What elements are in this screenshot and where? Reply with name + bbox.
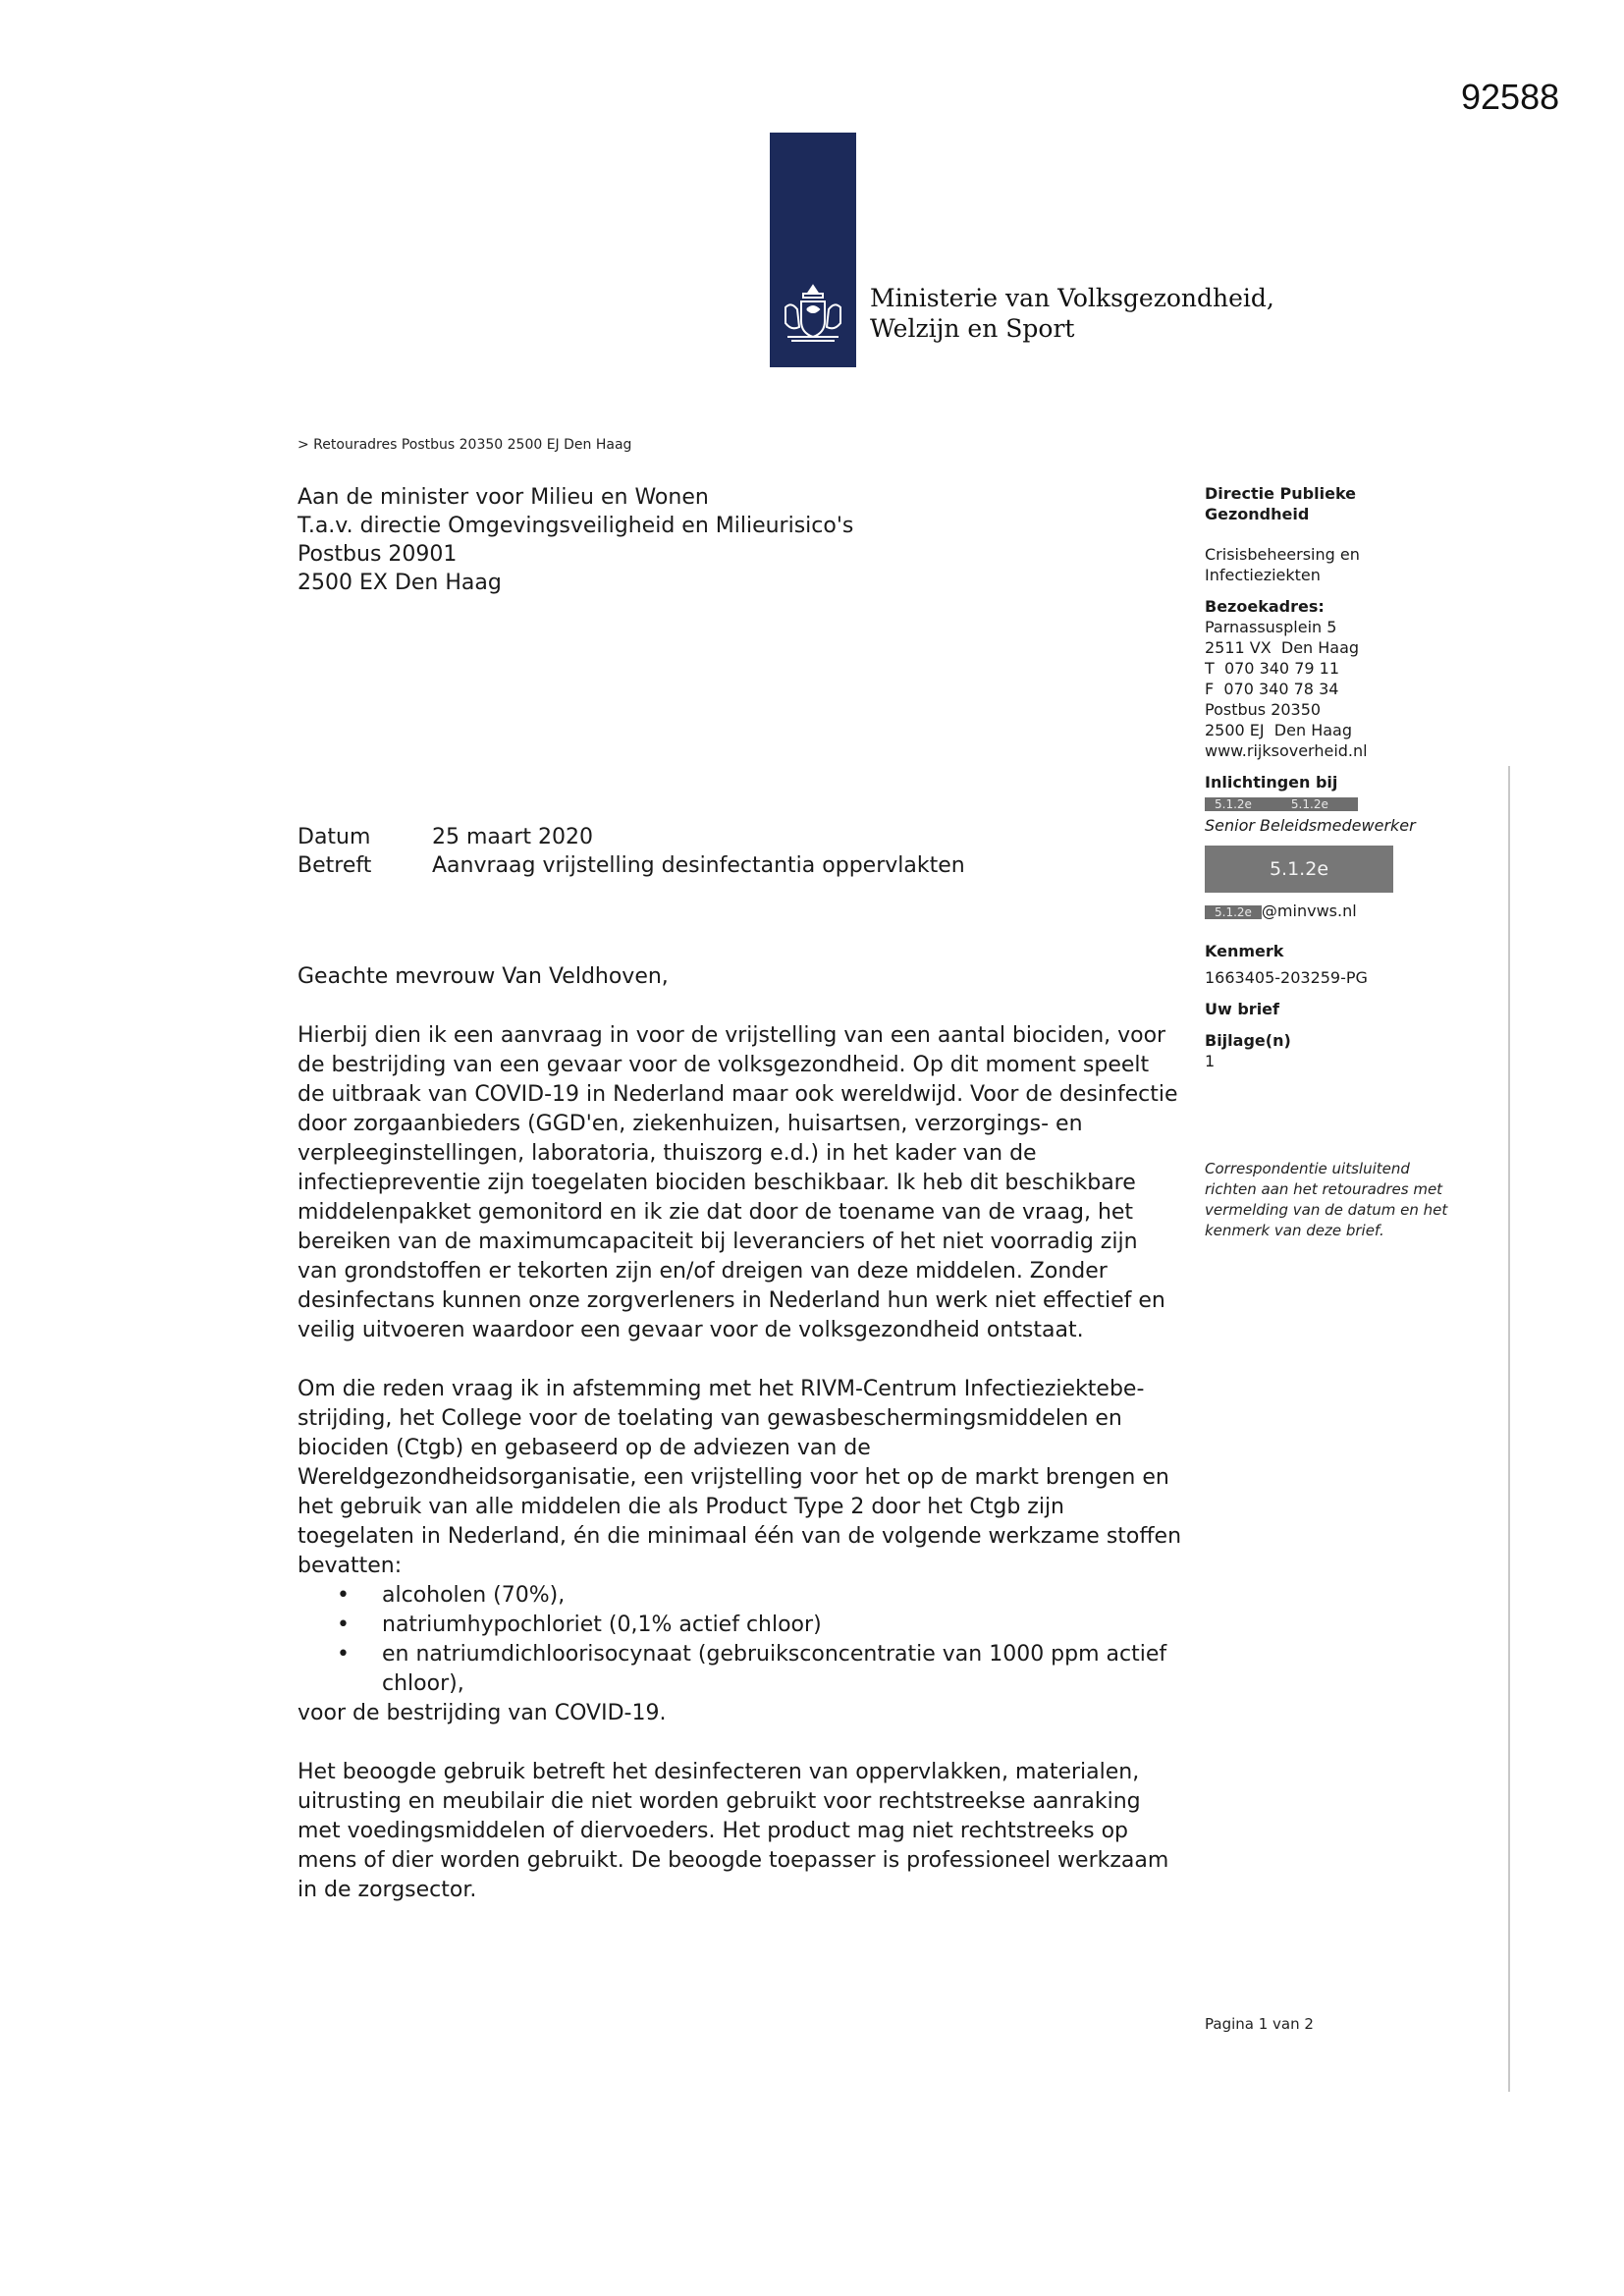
addressee-line: Aan de minister voor Milieu en Wonen [298, 485, 709, 510]
sidebar-uw-brief-label: Uw brief [1205, 1000, 1279, 1018]
sidebar-kenmerk-label: Kenmerk [1205, 942, 1284, 960]
ministry-name [870, 283, 1274, 344]
body-paragraph: Hierbij dien ik een aanvraag in voor de vrijstelling van een aantal biociden, voor de bestrijding van een gevaar voor de volksgezondheid. Op dit moment speelt de uitbraak van COVID-19 in Nederland maar ook wereldwijd. Voor de desinfectie door zorgaanbieders (GGD'en, ziekenhuizen, huisartsen, verzorgings- en verpleeginstellingen, laboratoria, thuiszorg e.d.) in het kader van de infectiepreventie zijn toegelaten biociden beschikbaar. Ik heb dit beschikbare middelenpakket gemonitord en ik zie dat door de toename van de vraag, het bereiken van de maximumcapaciteit bij leveranciers of het niet voorradig zijn van grondstoffen er tekorten zijn en/of dreigen van deze middelen. Zonder desinfectans kunnen onze zorgverleners in Nederland hun werk niet effectief en veilig uitvoeren waardoor een gevaar voor de volksgezondheid ontstaat. [298, 1023, 1178, 1342]
sidebar-address-line: Postbus 20350 [1205, 700, 1322, 719]
ministry-logo-bar [770, 133, 856, 367]
salutation: Geachte mevrouw Van Veldhoven, [298, 964, 669, 989]
ministry-name-line1: Ministerie van Volksgezondheid, [870, 284, 1274, 312]
sender-sidebar [1205, 483, 1450, 1071]
datum-row [298, 823, 965, 851]
sidebar-functie: Senior Beleidsmedewerker [1205, 816, 1416, 835]
document-number: 92588 [1461, 77, 1560, 117]
redaction-box: 5.1.2e [1262, 797, 1358, 811]
betreft-label: Betreft [298, 853, 372, 878]
sidebar-bijlage-label: Bijlage(n) [1205, 1031, 1291, 1050]
netherlands-coat-of-arms-icon [778, 280, 848, 349]
body-paragraph: Om die reden vraag ik in afstemming met het RIVM-Centrum Infectieziektebestrijding, het College voor de toelating van gewasbeschermingsmiddelen en biociden (Ctgb) en gebaseerd op de adviezen van de Wereldgezondheidsorganisatie, een vrijstelling voor het op de markt brengen en het gebruik van alle middelen die als Product Type 2 door het Ctgb zijn toegelaten in Nederland, én die minimaal één van de volgende werkzame stoffen bevatten: [298, 1377, 1182, 1578]
body-paragraph-end: voor de bestrijding van COVID-19. [298, 1701, 667, 1725]
sidebar-address-line: 2511 VX Den Haag [1205, 638, 1360, 657]
sidebar-email-suffix: @minvws.nl [1261, 902, 1357, 920]
betreft-value: Aanvraag vrijstelling desinfectantia oppervlakten [432, 853, 965, 878]
sidebar-address-line: T 070 340 79 11 [1205, 659, 1339, 678]
sidebar-address-line: Parnassusplein 5 [1205, 618, 1337, 636]
betreft-row [298, 851, 965, 880]
body-paragraph: Het beoogde gebruik betreft het desinfecteren van oppervlakken, materialen, uitrusting en meubilair die niet worden gebruikt voor rechtstreekse aanraking met voedingsmiddelen of diervoeders. Het product mag niet rechtstreeks op mens of dier worden gebruikt. De beoogde toepasser is professioneel werkzaam in de zorgsector. [298, 1760, 1169, 1902]
sidebar-address-line: 2500 EJ Den Haag [1205, 721, 1352, 739]
sidebar-inlichtingen-label: Inlichtingen bij [1205, 773, 1338, 792]
sidebar-email [1205, 901, 1450, 921]
addressee-block [298, 483, 853, 597]
redaction-box: 5.1.2e [1205, 905, 1262, 919]
datum-value: 25 maart 2020 [432, 825, 594, 849]
letter-meta [298, 823, 965, 880]
page-number: Pagina 1 van 2 [1205, 2015, 1314, 2033]
sidebar-website-link[interactable]: www.rijksoverheid.nl [1205, 741, 1368, 760]
list-item: • alcoholen (70%), [298, 1581, 1181, 1611]
letter-body [298, 962, 1181, 1935]
sidebar-bezoekadres-label: Bezoekadres: [1205, 597, 1325, 616]
active-substances-list [298, 1581, 1181, 1699]
sidebar-kenmerk-value: 1663405-203259-PG [1205, 968, 1368, 987]
addressee-line: Postbus 20901 [298, 542, 458, 567]
addressee-line: 2500 EX Den Haag [298, 571, 502, 595]
list-item: • en natriumdichloorisocynaat (gebruiksconcentratie van 1000 ppm actief chloor), [298, 1640, 1181, 1699]
sidebar-address-line: F 070 340 78 34 [1205, 680, 1339, 698]
sidebar-bijlage-value: 1 [1205, 1052, 1216, 1070]
ministry-name-line2: Welzijn en Sport [870, 314, 1075, 343]
list-item: • natriumhypochloriet (0,1% actief chloor) [298, 1611, 1181, 1640]
scan-edge-line [1508, 766, 1510, 2092]
sidebar-redacted-name-row [1205, 793, 1450, 813]
redaction-box: 5.1.2e [1205, 797, 1262, 811]
redaction-box-large: 5.1.2e [1205, 846, 1393, 893]
sidebar-directie: Directie Publieke Gezondheid [1205, 484, 1356, 523]
datum-label: Datum [298, 825, 371, 849]
return-address: > Retouradres Postbus 20350 2500 EJ Den Haag [298, 437, 632, 453]
correspondence-note: Correspondentie uitsluitend richten aan het retouradres met vermelding van de datum en het kenmerk van deze brief. [1205, 1160, 1448, 1239]
sidebar-afdeling: Crisisbeheersing en Infectieziekten [1205, 545, 1360, 584]
addressee-line: T.a.v. directie Omgevingsveiligheid en Milieurisico's [298, 514, 854, 538]
